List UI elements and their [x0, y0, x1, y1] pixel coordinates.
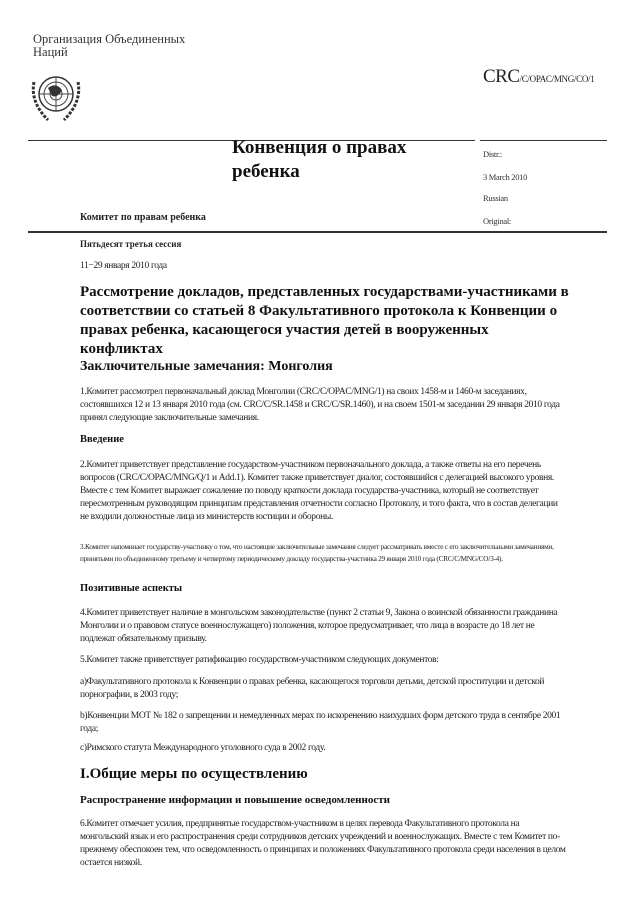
- organization-name: [33, 33, 185, 59]
- paragraph-6: 6.Комитет отмечает усилия, предпринятые государством-участником в целях перевода Факультативного протокола на монгольский язык и его распространения среди сотрудников детских учреждений и военнослужащих. Вместе с тем Комитет по-прежнему обеспокоен тем, что осведомленность о принципах и положениях Факультативного протокола среди населения в целом остается низкой.: [80, 819, 566, 868]
- positive-aspects-heading: Позитивные аспекты: [80, 583, 183, 594]
- list-item-b: b)Конвенции МОТ № 182 о запрещении и немедленных мерах по искоренению наихудших форм детского труда в сентябре 2001 года;: [80, 711, 561, 734]
- session-name: Пятьдесят третья сессия: [80, 239, 182, 249]
- document-symbol: [483, 66, 594, 88]
- paragraph-2: 2.Комитет приветствует представление государством-участником первоначального доклада, а также ответы на его перечень вопросов (CRC/C/OPAC/MNG/Q/1 и Add.1). Комитет также приветствует диалог, состоявшийся с делегацией высокого уровня. Вместе с тем Комитет выражает сожаление по поводу краткости доклада государства-участника, который не соответствует пересмотренным руководящим принципам представления отчетности согласно Протоколу, и того факта, что в состав делегации не входили должностные лица из министерств юстиции и обороны.: [80, 460, 558, 522]
- introduction-heading: Введение: [80, 434, 124, 445]
- committee-name: Комитет по правам ребенка: [80, 212, 206, 223]
- symbol-main: CRC: [483, 66, 520, 87]
- document-title: [232, 136, 406, 184]
- title-line-1: Конвенция о правах: [232, 137, 407, 158]
- paragraph-5: 5.Комитет также приветствует ратификацию государством-участником следующих документов:: [80, 655, 439, 665]
- org-line-1: Организация Объединенных: [33, 32, 186, 46]
- section-1-heading: I.Общие меры по осуществлению: [80, 766, 308, 782]
- sub-heading: Заключительные замечания: Монголия: [80, 359, 333, 374]
- document-date: 3 March 2010: [483, 172, 528, 182]
- original-language-label: Original:: [483, 216, 511, 226]
- list-item-c: c)Римского статута Международного уголовного суда в 2002 году.: [80, 743, 326, 753]
- header-divider-left: [28, 140, 232, 141]
- dissemination-heading: Распространение информации и повышение осведомленности: [80, 794, 390, 806]
- symbol-suffix: /C/OPAC/MNG/CO/1: [519, 74, 595, 84]
- paragraph-1: 1.Комитет рассмотрел первоначальный доклад Монголии (CRC/C/OPAC/MNG/1) на своих 1458-м и 1460-м заседаниях, состоявшихся 12 и 13 января 2010 года (см. CRC/C/SR.1458 и CRC/C/SR.1460), и на своем 1501-м заседании 29 января 2010 года принял следующие заключительные замечания.: [80, 387, 560, 423]
- document-language: Russian: [483, 193, 508, 203]
- un-emblem-icon: [28, 68, 84, 126]
- title-line-2: ребенка: [232, 161, 300, 182]
- session-dates: 11−29 января 2010 года: [80, 261, 167, 271]
- header-divider-bottom: [28, 231, 607, 233]
- main-heading: Рассмотрение докладов, представленных государствами-участниками в соответствии со статьей 8 Факультативного протокола к Конвенции о правах ребенка, касающегося участия детей в вооруженных конфликтах: [80, 284, 569, 357]
- list-item-a: a)Факультативного протокола к Конвенции о правах ребенка, касающегося торговли детьми, детской проституции и детской порнографии, в 2003 году;: [80, 677, 545, 700]
- paragraph-4: 4.Комитет приветствует наличие в монгольском законодательстве (пункт 2 статьи 9, Закона о воинской обязанности гражданина Монголии и о правовом статусе военнослужащего) положения, которое предусматривает, что лица в возрасте до 18 лет не подлежат обязательному призыву.: [80, 608, 558, 644]
- header-divider-right: [480, 140, 607, 141]
- org-line-2: Наций: [33, 45, 68, 59]
- distribution-label: Distr.:: [483, 149, 502, 159]
- paragraph-3: 3.Комитет напоминает государству-участнику о том, что настоящие заключительные замечания следует рассматривать вместе с его заключительными замечаниями, принятыми по объединенному третьему и четвертому периодическому докладу государства-участника 29 января 2010 года (CRC/C/MNG/CO/3-4).: [80, 542, 554, 563]
